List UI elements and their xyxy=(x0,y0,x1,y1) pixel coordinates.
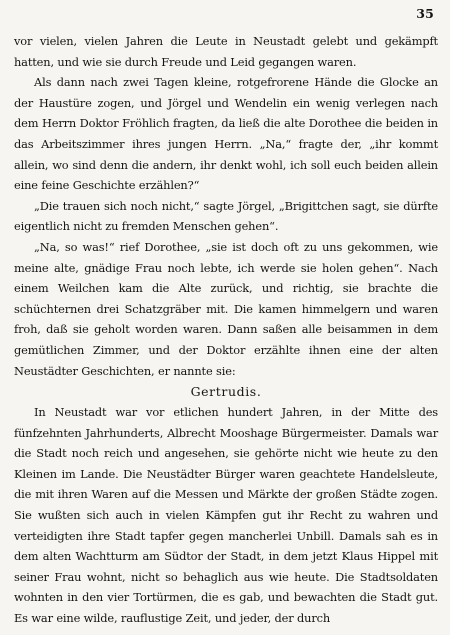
paragraph-continuation: vor vielen, vielen Jahren die Leute in Neustadt gelebt und gekämpft hatten, und wie sie durch Freude und Leid gegangen waren. xyxy=(14,34,438,69)
page-text xyxy=(14,31,438,629)
paragraph: Als dann nach zwei Tagen kleine, rotgefrorene Hände die Glocke an der Haustüre zogen, und Jörgel und Wendelin ein wenig verlegen nach dem Herrn Doktor Fröhlich fragten, da ließ die alte Dorothee die beiden in das Arbeitszimmer ihres jungen Herrn. „Na,“ fragte der, „ihr kommt allein, wo sind denn die andern, ihr denkt wohl, ich soll euch beiden allein eine feine Geschichte erzählen?“ xyxy=(14,75,438,193)
page-number: 35 xyxy=(416,6,434,21)
paragraph: In Neustadt war vor etlichen hundert Jahren, in der Mitte des fünfzehnten Jahrhunderts, Albrecht Mooshage Bürgermeister. Damals war die Stadt noch reich und angesehen, sie gehörte nicht wie heute zu den Kleinen im Lande. Die Neustädter Bürger waren geachtete Handelsleute, die mit ihren Waren auf die Messen und Märkte der großen Städte zogen. Sie wußten sich auch in vielen Kämpfen gut ihr Recht zu wahren und verteidigten ihre Stadt tapfer gegen mancherlei Unbill. Damals sah es in dem alten Wachtturm am Südtor der Stadt, in dem jetzt Klaus Hippel mit seiner Frau wohnt, nicht so behaglich aus wie heute. Die Stadtsoldaten wohnten in den vier Tortürmen, die es gab, und bewachten die Stadt gut. Es war eine wilde, rauflustige Zeit, und jeder, der durch xyxy=(14,405,438,626)
paragraph: „Na, so was!“ rief Dorothee, „sie ist doch oft zu uns gekommen, wie meine alte, gnädige Frau noch lebte, ich werde sie holen gehen“. Nach einem Weilchen kam die Alte zurück, und richtig, sie brachte die schüchternen drei Schatzgräber mit. Die kamen himmelgern und waren froh, daß sie geholt worden waren. Dann saßen alle beisammen in dem gemütlichen Zimmer, und der Doktor erzählte ihnen eine der alten Neustädter Geschichten, er nannte sie: xyxy=(14,239,438,378)
paragraph: „Die trauen sich noch nicht,“ sagte Jörgel, „Brigittchen sagt, sie dürfte eigentlich nicht zu fremden Menschen gehen“. xyxy=(14,198,438,234)
story-title: Gertrudis. xyxy=(190,384,262,400)
